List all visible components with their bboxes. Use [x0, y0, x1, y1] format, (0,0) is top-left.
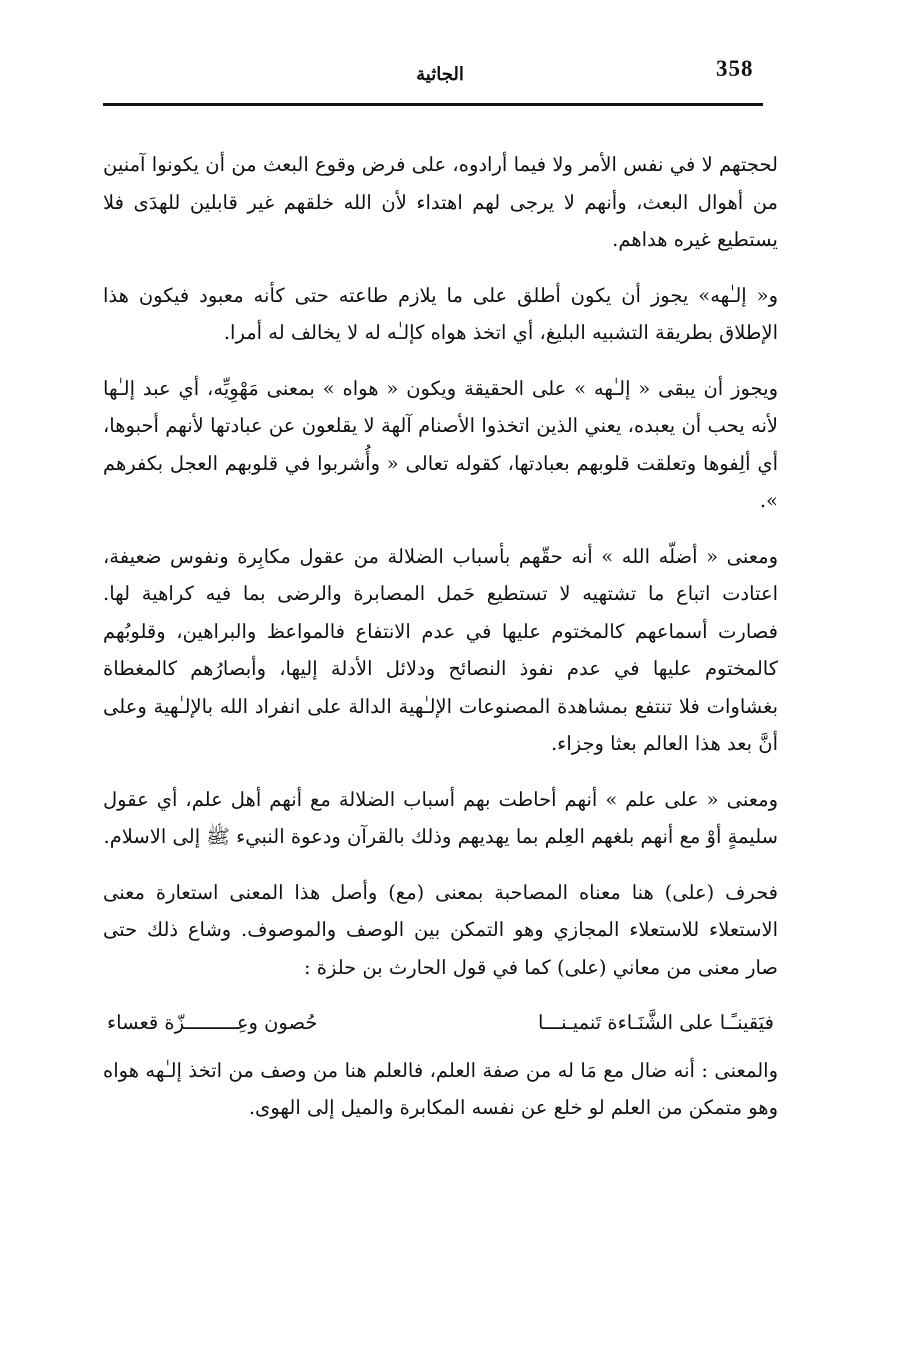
closing-paragraph: والمعنى : أنه ضال مع مَا له من صفة العلم، فالعلم هنا من وصف من اتخذ إلـٰهه هواه وهو متمكن من العلم لو خلع عن نفسه المكابرة والميل إلى الهوى. [103, 1058, 778, 1119]
verse-first-hemistich: فيَقينـًـا على الشَّنَـاءة تَنميـنـــا [538, 1011, 774, 1034]
paragraph-6: فحرف (على) هنا معناه المصاحبة بمعنى (مع) وأصل هذا المعنى استعارة معنى الاستعلاء للاستعلاء المجازي وهو التمكن بين الوصف والموصوف. وشاع ذلك حتى صار معنى من معاني (على) كما في قول الحارث بن حلزة : [103, 880, 778, 979]
header-rule [103, 103, 763, 106]
page-number: 358 [716, 56, 754, 81]
paragraph-4: ومعنى « أضلّه الله » أنه حقّهم بأسباب الضلالة من عقول مكابِرة ونفوس ضعيفة، اعتادت اتباع ما تشتهيه لا تستطيع حَمل المصابرة والرضى بما فيه كراهية لها. فصارت أسماعهم كالمختوم عليها في عدم الانتفاع فالمواعظ والبراهين، وقلوبُهم كالمختوم عليها في عدم نفوذ النصائح ودلائل الأدلة إليها، وأبصارُهم كالمغطاة بغشاوات فلا تنتفع بمشاهدة المصنوعات الإلـٰهية الدالة على انفراد الله بالإلـٰهية وعلى أنَّ بعد هذا العالم بعثا وجزاء. [103, 544, 778, 755]
paragraph-2: و« إلـٰهه» يجوز أن يكون أطلق على ما يلازم طاعته حتى كأنه معبود فيكون هذا الإطلاق بطريقة التشبيه البليغ، أي اتخذ هواه كإلـٰه له لا يخالف له أمرا. [103, 283, 778, 344]
poetry-verse [103, 1004, 778, 1042]
verse-second-hemistich: حُصون وعِـــــــــزّة قعساء [107, 1011, 318, 1034]
paragraph-5: ومعنى « على علم » أنهم أحاطت بهم أسباب الضلالة مع أنهم أهل علم، أي عقول سليمةٍ أوْ مع أنهم بلغهم العِلم بما يهديهم وذلك بالقرآن ودعوة النبيء ﷺ إلى الاسلام. [103, 787, 778, 848]
paragraph-1: لحجتهم لا في نفس الأمر ولا فيما أرادوه، على فرض وقوع البعث من أن يكونوا آمنين من أهوال البعث، وأنهم لا يرجى لهم اهتداء لأن الله خلقهم غير قابلين للهدَى فلا يستطيع غيره هداهم. [103, 153, 778, 251]
running-header-title: الجاثية [416, 64, 464, 85]
body-text [103, 146, 778, 1145]
paragraph-3: ويجوز أن يبقى « إلـٰهه » على الحقيقة ويكون « هواه » بمعنى مَهْوِيِّه، أي عبد إلـٰها لأنه يحب أن يعبده، يعني الذين اتخذوا الأصنام آلهة لا يقلعون عن عبادتها لأنهم أحبوها، أي ألِفوها وتعلقت قلوبهم بعبادتها، كقوله تعالى « وأُشربوا في قلوبهم العجل بكفرهم ». [103, 376, 778, 512]
